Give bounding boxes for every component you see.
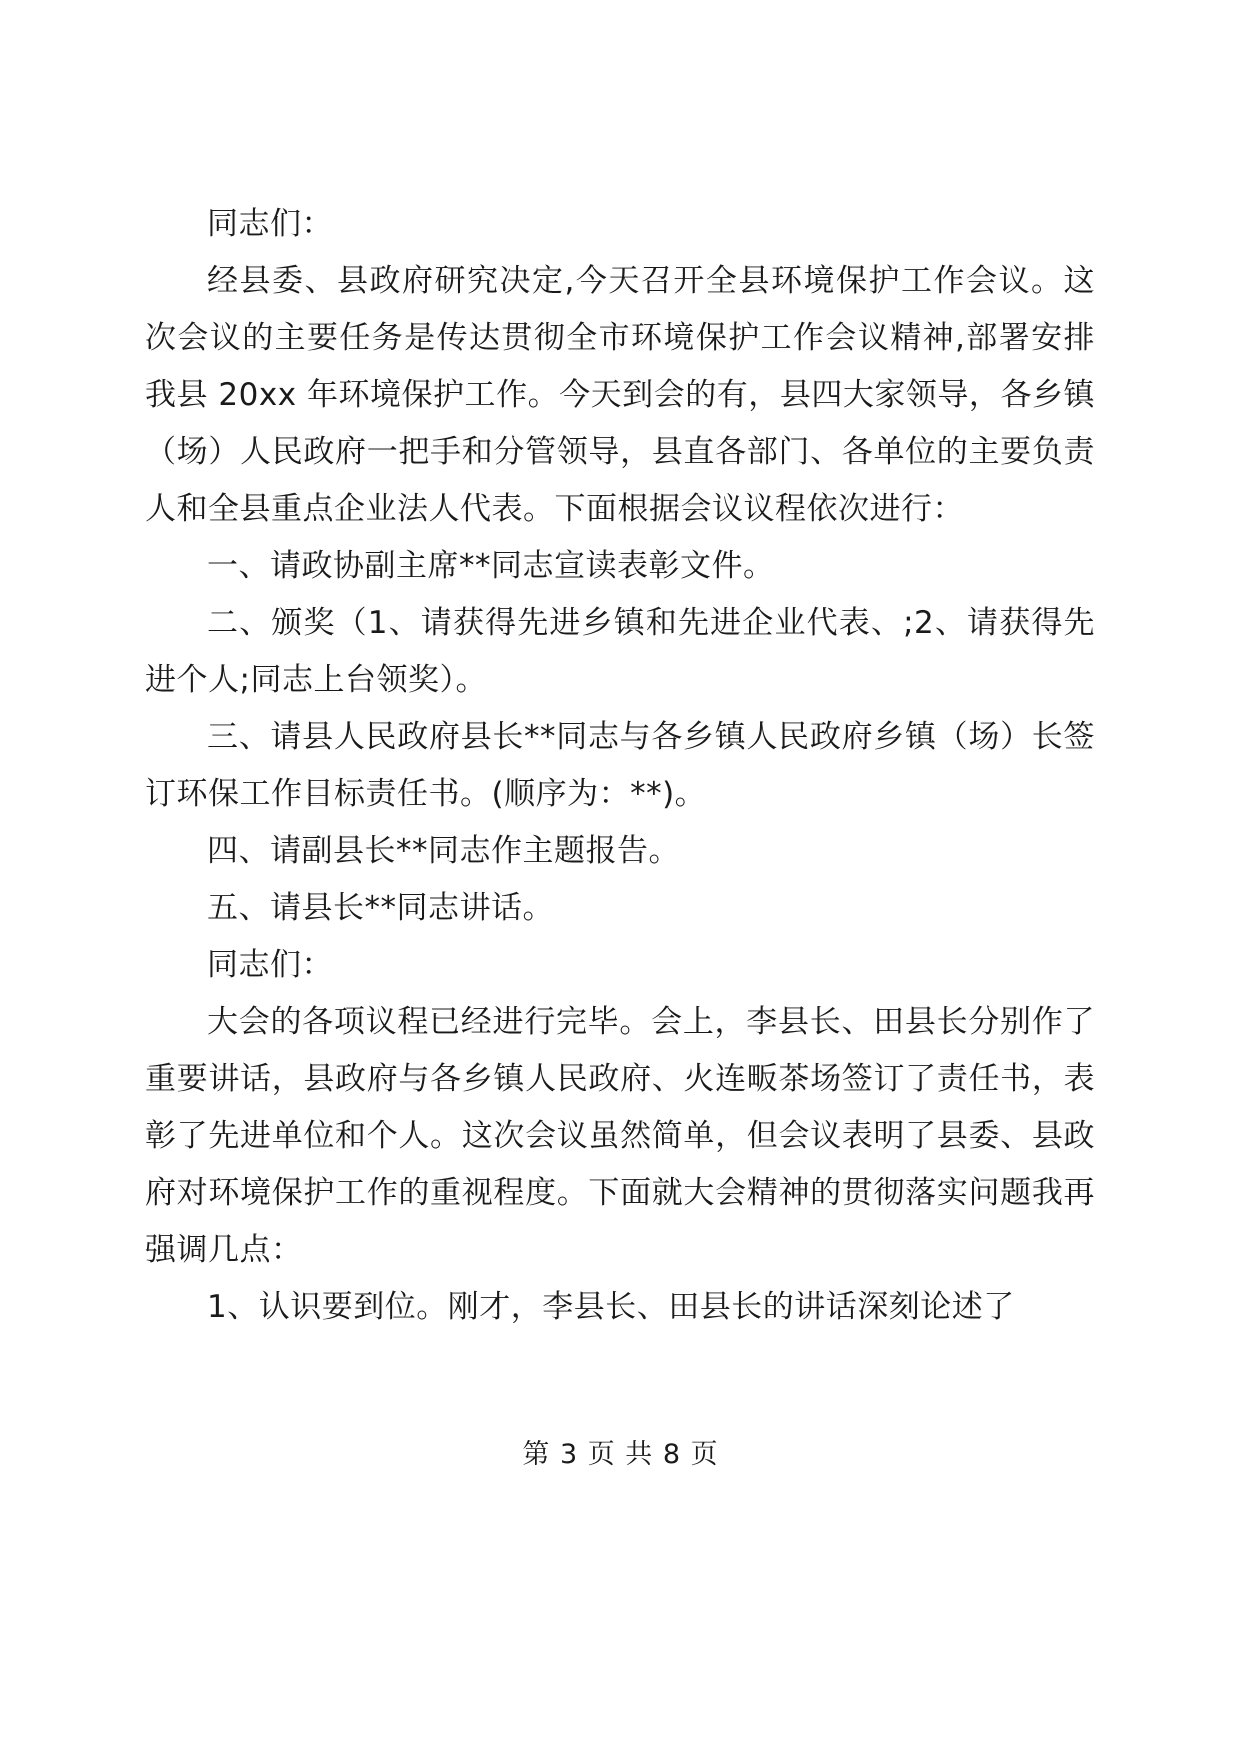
paragraph: 三、请县人民政府县长**同志与各乡镇人民政府乡镇（场）长签订环保工作目标责任书。(顺序为：**)。	[145, 719, 1095, 812]
paragraph: 五、请县长**同志讲话。	[207, 890, 554, 926]
paragraph: 二、颁奖（1、请获得先进乡镇和先进企业代表、;2、请获得先进个人;同志上台领奖）。	[145, 605, 1095, 698]
paragraph: 大会的各项议程已经进行完毕。会上，李县长、田县长分别作了重要讲话，县政府与各乡镇人民政府、火连畈茶场签订了责任书，表彰了先进单位和个人。这次会议虽然简单，但会议表明了县委、县政府对环境保护工作的重视程度。下面就大会精神的贯彻落实问题我再强调几点：	[145, 1004, 1095, 1268]
paragraph: 同志们：	[207, 947, 333, 983]
document-body	[145, 196, 1095, 1336]
paragraph: 经县委、县政府研究决定,今天召开全县环境保护工作会议。这次会议的主要任务是传达贯彻全市环境保护工作会议精神,部署安排我县 20xx 年环境保护工作。今天到会的有，县四大家领导，各乡镇（场）人民政府一把手和分管领导，县直各部门、各单位的主要负责人和全县重点企业法人代表。下面根据会议议程依次进行：	[145, 263, 1095, 527]
paragraph: 同志们：	[207, 206, 333, 242]
page-footer: 第 3 页 共 8 页	[522, 1439, 719, 1470]
paragraph: 1、认识要到位。刚才，李县长、田县长的讲话深刻论述了	[207, 1289, 1015, 1325]
paragraph: 四、请副县长**同志作主题报告。	[207, 833, 680, 869]
paragraph: 一、请政协副主席**同志宣读表彰文件。	[207, 548, 775, 584]
